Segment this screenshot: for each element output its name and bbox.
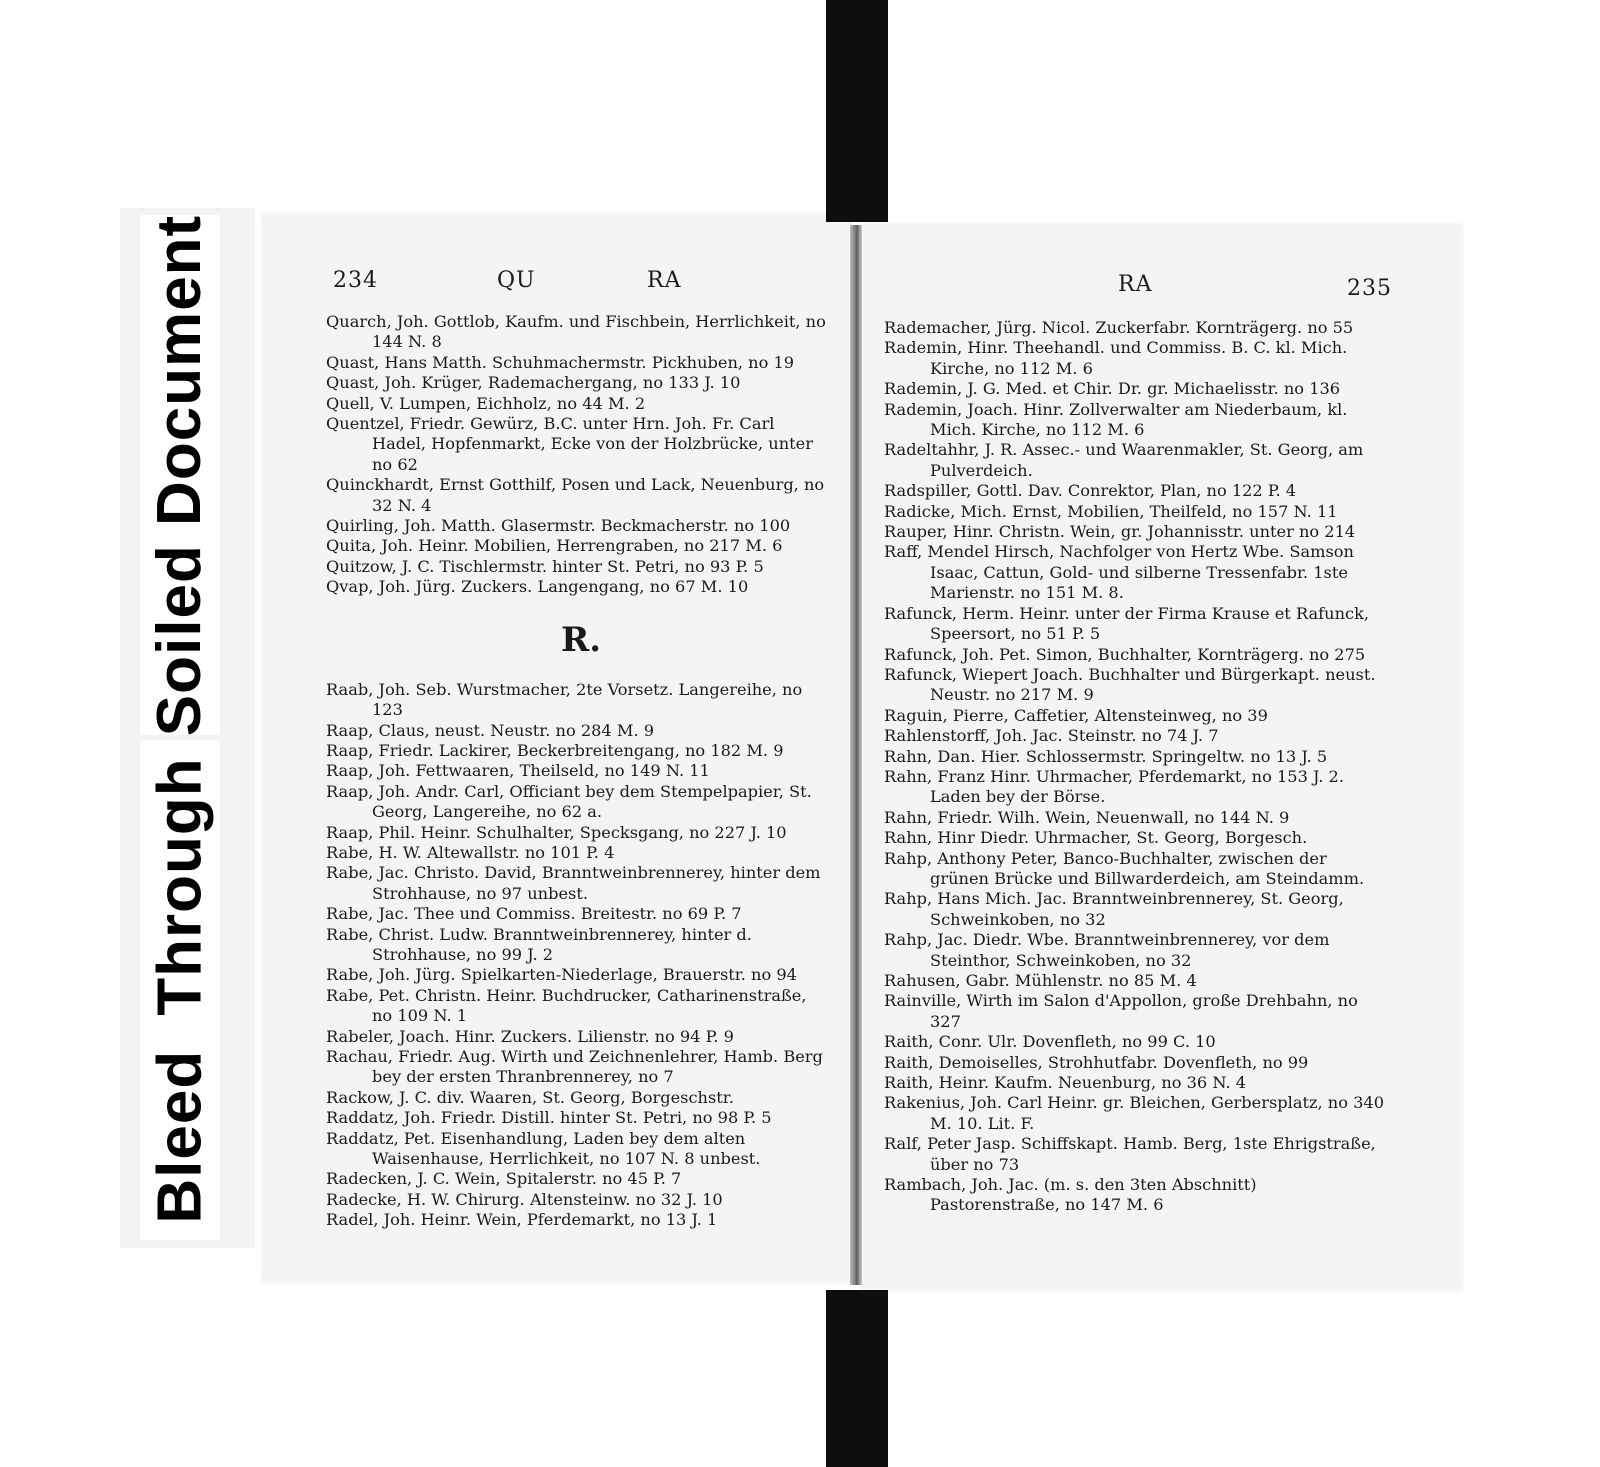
left-page-number: 234 <box>333 268 378 293</box>
directory-entry: Radel, Joh. Heinr. Wein, Pferdemarkt, no 13 J. 1 <box>326 1210 718 1230</box>
directory-entry: Raap, Claus, neust. Neustr. no 284 M. 9 <box>326 720 655 740</box>
directory-entry: Raddatz, Joh. Friedr. Distill. hinter St. Petri, no 98 P. 5 <box>326 1108 772 1128</box>
directory-entry: Rackow, J. C. div. Waaren, St. Georg, Borgeschstr. <box>326 1087 734 1107</box>
directory-entry: Rambach, Joh. Jac. (m. s. den 3ten Abschnitt) Pastorenstraße, no 147 M. 6 <box>884 1175 1257 1215</box>
directory-entry: Raith, Heinr. Kaufm. Neuenburg, no 36 N. 4 <box>884 1073 1247 1093</box>
directory-entry: Quinckhardt, Ernst Gotthilf, Posen und Lack, Neuenburg, no 32 N. 4 <box>326 475 825 515</box>
section-heading-r: R. <box>560 619 602 660</box>
right-page-number: 235 <box>1347 276 1392 301</box>
label-word-through: Through <box>145 756 215 1016</box>
directory-entry: Rabe, Christ. Ludw. Branntweinbrennerey, hinter d. Strohhause, no 99 J. 2 <box>326 924 752 964</box>
directory-entry: Quentzel, Friedr. Gewürz, B.C. unter Hrn. Joh. Fr. Carl Hadel, Hopfenmarkt, Ecke von der Holzbrücke, unter no 62 <box>326 414 813 474</box>
directory-entry: Rahp, Hans Mich. Jac. Branntweinbrennerey, St. Georg, Schweinkoben, no 32 <box>884 889 1344 929</box>
directory-entry: Raap, Phil. Heinr. Schulhalter, Specksgang, no 227 J. 10 <box>326 822 787 842</box>
directory-entry: Quast, Joh. Krüger, Rademachergang, no 133 J. 10 <box>326 373 741 393</box>
directory-entry: Rachau, Friedr. Aug. Wirth und Zeichnenlehrer, Hamb. Berg bey der ersten Thranbrennerey, no 7 <box>326 1047 823 1087</box>
directory-entry: Rademacher, Jürg. Nicol. Zuckerfabr. Kornträgerg. no 55 <box>884 318 1354 337</box>
left-header-qu: QU <box>497 268 536 293</box>
directory-entry: Radicke, Mich. Ernst, Mobilien, Theilfeld, no 157 N. 11 <box>884 501 1338 521</box>
directory-entry: Rafunck, Herm. Heinr. unter der Firma Krause et Rafunck, Speersort, no 51 P. 5 <box>884 603 1370 644</box>
directory-entry: Rahn, Hinr Diedr. Uhrmacher, St. Georg, Borgesch. <box>884 828 1308 848</box>
directory-entry: Ralf, Peter Jasp. Schiffskapt. Hamb. Berg, 1ste Ehrigstraße, über no 73 <box>884 1134 1376 1174</box>
directory-entry: Raap, Friedr. Lackirer, Beckerbreitengang, no 182 M. 9 <box>326 740 784 760</box>
directory-entry: Rabeler, Joach. Hinr. Zuckers. Lilienstr. no 94 P. 9 <box>326 1026 734 1046</box>
right-page-entries <box>884 318 1389 1216</box>
directory-entry: Rabe, H. W. Altewallstr. no 101 P. 4 <box>326 842 615 862</box>
directory-entry: Raap, Joh. Andr. Carl, Officiant bey dem Stempelpapier, St. Georg, Langereihe, no 62 a. <box>326 781 812 822</box>
left-header-ra: RA <box>647 268 682 293</box>
bleed-through-label <box>140 740 220 1240</box>
directory-entry: Rahn, Friedr. Wilh. Wein, Neuenwall, no 144 N. 9 <box>884 807 1290 827</box>
directory-entry: Raguin, Pierre, Caffetier, Altensteinweg, no 39 <box>884 705 1268 725</box>
directory-entry: Rahp, Jac. Diedr. Wbe. Branntweinbrennerey, vor dem Steinthor, Schweinkoben, no 32 <box>884 930 1330 970</box>
directory-entry: Rabe, Jac. Christo. David, Branntweinbrennerey, hinter dem Strohhause, no 97 unbest. <box>326 863 821 903</box>
directory-entry: Qvap, Joh. Jürg. Zuckers. Langengang, no 67 M. 10 <box>326 577 749 597</box>
soiled-document-label: Soiled Document <box>140 215 220 735</box>
directory-entry: Rahn, Dan. Hier. Schlossermstr. Springeltw. no 13 J. 5 <box>884 746 1328 766</box>
right-header-ra: RA <box>1118 272 1153 297</box>
left-page-entries <box>326 312 826 1231</box>
bottom-clip <box>826 1290 888 1467</box>
directory-entry: Quita, Joh. Heinr. Mobilien, Herrengraben, no 217 M. 6 <box>326 536 783 556</box>
directory-entry: Rahlenstorff, Joh. Jac. Steinstr. no 74 J. 7 <box>884 726 1219 746</box>
directory-entry: Quarch, Joh. Gottlob, Kaufm. und Fischbein, Herrlichkeit, no 144 N. 8 <box>326 312 826 352</box>
directory-entry: Rahn, Franz Hinr. Uhrmacher, Pferdemarkt, no 153 J. 2. Laden bey der Börse. <box>884 766 1344 807</box>
qu-entry-list <box>326 312 826 598</box>
directory-entry: Rahusen, Gabr. Mühlenstr. no 85 M. 4 <box>884 971 1197 990</box>
directory-entry: Quirling, Joh. Matth. Glasermstr. Beckmacherstr. no 100 <box>326 516 791 536</box>
label-word-bleed: Bleed <box>145 1049 215 1224</box>
directory-entry: Raith, Conr. Ulr. Dovenfleth, no 99 C. 10 <box>884 1032 1216 1052</box>
directory-entry: Rauper, Hinr. Christn. Wein, gr. Johannisstr. unter no 214 <box>884 522 1356 542</box>
directory-entry: Quast, Hans Matth. Schuhmachermstr. Pickhuben, no 19 <box>326 352 795 372</box>
right-entry-list <box>884 318 1389 1216</box>
directory-entry: Radecke, H. W. Chirurg. Altensteinw. no 32 J. 10 <box>326 1189 723 1209</box>
directory-entry: Quitzow, J. C. Tischlermstr. hinter St. Petri, no 93 P. 5 <box>326 556 764 576</box>
directory-entry: Quell, V. Lumpen, Eichholz, no 44 M. 2 <box>326 393 646 413</box>
directory-entry: Rabe, Jac. Thee und Commiss. Breitestr. no 69 P. 7 <box>326 904 742 924</box>
directory-entry: Rademin, J. G. Med. et Chir. Dr. gr. Michaelisstr. no 136 <box>884 379 1341 399</box>
directory-entry: Rabe, Pet. Christn. Heinr. Buchdrucker, Catharinenstraße, no 109 N. 1 <box>326 985 807 1026</box>
directory-entry: Rademin, Hinr. Theehandl. und Commiss. B. C. kl. Mich. Kirche, no 112 M. 6 <box>884 338 1348 378</box>
directory-entry: Radeltahhr, J. R. Assec.- und Waarenmakler, St. Georg, am Pulverdeich. <box>884 440 1364 480</box>
directory-entry: Raith, Demoiselles, Strohhutfabr. Dovenfleth, no 99 <box>884 1052 1309 1072</box>
directory-entry: Rafunck, Joh. Pet. Simon, Buchhalter, Kornträgerg. no 275 <box>884 644 1366 664</box>
directory-entry: Raap, Joh. Fettwaaren, Theilseld, no 149 N. 11 <box>326 761 710 781</box>
top-clip <box>826 0 888 222</box>
directory-entry: Rabe, Joh. Jürg. Spielkarten-Niederlage, Brauerstr. no 94 <box>326 965 797 985</box>
directory-entry: Radecken, J. C. Wein, Spitalerstr. no 45 P. 7 <box>326 1169 682 1189</box>
directory-entry: Rakenius, Joh. Carl Heinr. gr. Bleichen, Gerbersplatz, no 340 M. 10. Lit. F. <box>884 1093 1385 1133</box>
directory-entry: Radspiller, Gottl. Dav. Conrektor, Plan, no 122 P. 4 <box>884 481 1297 501</box>
directory-entry: Rainville, Wirth im Salon d'Appollon, große Drehbahn, no 327 <box>884 991 1358 1031</box>
directory-entry: Raab, Joh. Seb. Wurstmacher, 2te Vorsetz. Langereihe, no 123 <box>326 679 803 720</box>
directory-entry: Rafunck, Wiepert Joach. Buchhalter und Bürgerkapt. neust. Neustr. no 217 M. 9 <box>884 664 1376 705</box>
directory-entry: Raddatz, Pet. Eisenhandlung, Laden bey dem alten Waisenhause, Herrlichkeit, no 107 N. 8 unbest. <box>326 1128 761 1169</box>
book-spine <box>850 225 862 1285</box>
r-entry-list <box>326 680 826 1231</box>
directory-entry: Raff, Mendel Hirsch, Nachfolger von Hertz Wbe. Samson Isaac, Cattun, Gold- und silberne Tressenfabr. 1ste Marienstr. no 151 M. 8. <box>884 542 1354 603</box>
directory-entry: Rademin, Joach. Hinr. Zollverwalter am Niederbaum, kl. Mich. Kirche, no 112 M. 6 <box>884 399 1348 440</box>
directory-entry: Rahp, Anthony Peter, Banco-Buchhalter, zwischen der grünen Brücke und Billwarderdeich, am Steindamm. <box>884 848 1365 888</box>
